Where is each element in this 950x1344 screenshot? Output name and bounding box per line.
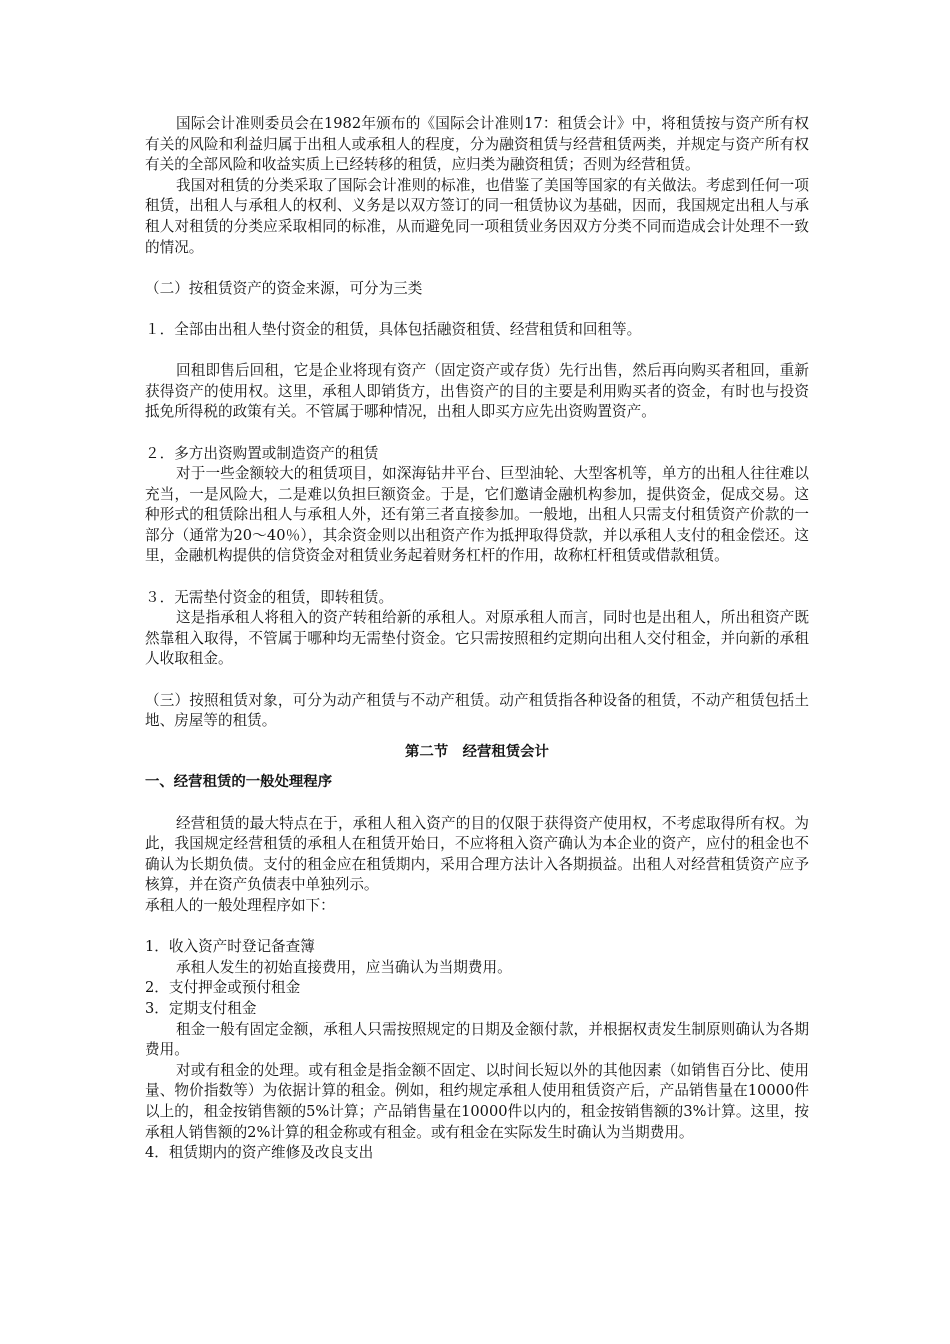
step-2: 2．支付押金或预付租金 <box>145 979 301 997</box>
step-3-detail-contingent-rent: 对或有租金的处理。或有租金是指金额不固定、以时间长短以外的其他因素（如销售百分比、使用量、物价指数等）为依据计算的租金。例如，租约规定承租人使用租赁资产后，产品销售量在10000件以上的，租金按销售额的5%计算；产品销售量在10000件以内的，租金按销售额的3%计算。这里，按承租人销售额的2%计算的租金称或有租金。或有租金在实际发生时确认为当期费用。 <box>145 1061 809 1141</box>
step-3-detail-fixed-rent: 租金一般有固定金额，承租人只需按照规定的日期及金额付款，并根据权责发生制原则确认为各期费用。 <box>145 1020 809 1059</box>
subheading-funding-source: （二）按租赁资产的资金来源，可分为三类 <box>145 279 423 297</box>
paragraph-lessee-procedure-intro: 承租人的一般处理程序如下： <box>145 896 335 914</box>
paragraph-sublease: 这是指承租人将租入的资产转租给新的承租人。对原承租人而言，同时也是出租人，所出租资产既然靠租入取得，不管属于哪种均无需垫付资金。它只需按照租约定期向出租人交付租金，并向新的承租人收取租金。 <box>145 609 809 668</box>
step-3: 3．定期支付租金 <box>145 999 257 1017</box>
list-item-1: １．全部由出租人垫付资金的租赁，具体包括融资租赁、经营租赁和回租等。 <box>145 320 642 338</box>
step-1-detail: 承租人发生的初始直接费用，应当确认为当期费用。 <box>176 958 512 976</box>
paragraph-operating-lease: 经营租赁的最大特点在于，承租人租入资产的目的仅限于获得资产使用权，不考虑取得所有权。为此，我国规定经营租赁的承租人在租赁开始日，不应将租入资产确认为本企业的资产，应付的租金也不确认为长期负债。支付的租金应在租赁期内，采用合理方法计入各期损益。出租人对经营租赁资产应予核算，并在资产负债表中单独列示。 <box>145 814 809 894</box>
heading-general-procedure: 一、经营租赁的一般处理程序 <box>145 774 333 791</box>
paragraph-china-classification: 我国对租赁的分类采取了国际会计准则的标准，也借鉴了美国等国家的有关做法。考虑到任何一项租赁，出租人与承租人的权利、义务是以双方签订的同一租赁协议为基础，因而，我国规定出租人与承租人对租赁的分类应采取相同的标准，从而避免同一项租赁业务因双方分类不同而造成会计处理不一致的情况。 <box>145 176 809 256</box>
paragraph-leveraged-lease: 对于一些金额较大的租赁项目，如深海钻井平台、巨型油轮、大型客机等，单方的出租人往往难以充当，一是风险大，二是难以负担巨额资金。于是，它们邀请金融机构参加，提供资金，促成交易。这种形式的租赁除出租人与承租人外，还有第三者直接参加。一般地，出租人只需支付租赁资产价款的一部分（通常为20～40％），其余资金则以出租资产作为抵押取得贷款，并以承租人支付的租金偿还。这里，金融机构提供的信贷资金对租赁业务起着财务杠杆的作用，故称杠杆租赁或借款租赁。 <box>145 465 809 565</box>
step-1: 1．收入资产时登记备查簿 <box>145 938 315 956</box>
list-item-2: ２．多方出资购置或制造资产的租赁 <box>145 444 379 462</box>
list-item-3: ３．无需垫付资金的租赁，即转租赁。 <box>145 588 394 606</box>
document-page <box>145 114 809 1164</box>
step-4: 4．租赁期内的资产维修及改良支出 <box>145 1144 374 1162</box>
section-title: 第二节 经营租赁会计 <box>405 743 549 760</box>
paragraph-leaseback: 回租即售后回租，它是企业将现有资产（固定资产或存货）先行出售，然后再向购买者租回，重新获得资产的使用权。这里，承租人即销货方，出售资产的目的主要是利用购买者的资金，有时也与投资抵免所得税的政策有关。不管属于哪种情况，出租人即买方应先出资购置资产。 <box>145 362 809 421</box>
subheading-lease-object: （三）按照租赁对象，可分为动产租赁与不动产租赁。动产租赁指各种设备的租赁，不动产租赁包括土地、房屋等的租赁。 <box>145 691 809 730</box>
paragraph-ias17: 国际会计准则委员会在1982年颁布的《国际会计准则17：租赁会计》中，将租赁按与资产所有权有关的风险和利益归属于出租人或承租人的程度，分为融资租赁与经营租赁两类，并规定与资产所有权有关的全部风险和收益实质上已经转移的租赁，应归类为融资租赁；否则为经营租赁。 <box>145 115 809 174</box>
